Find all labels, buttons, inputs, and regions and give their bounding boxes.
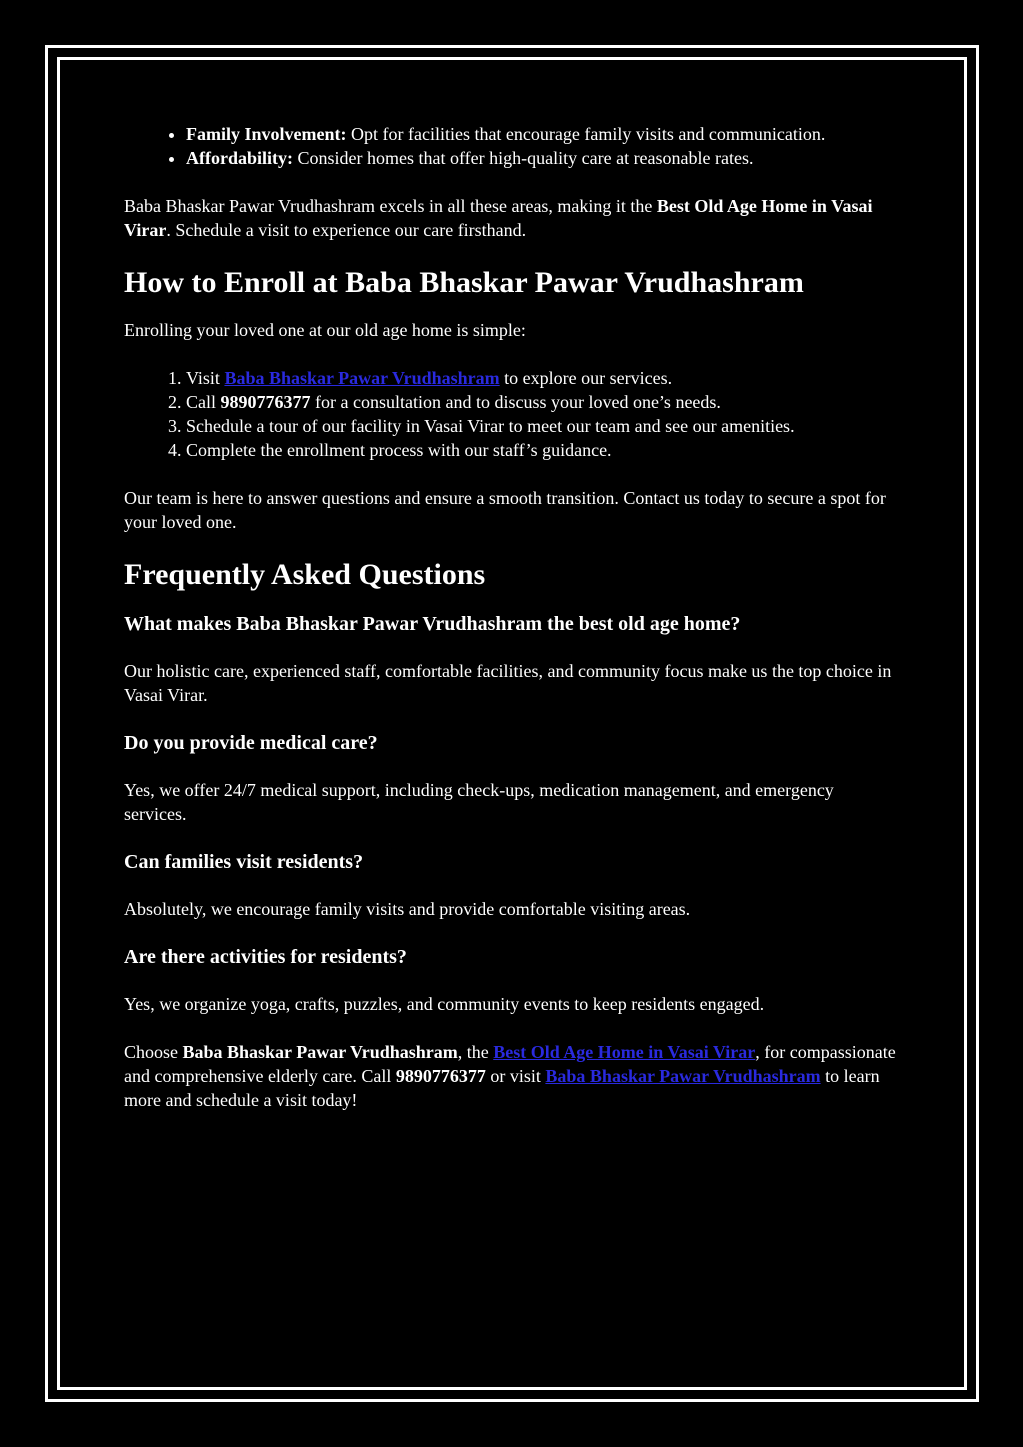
faq-heading: Frequently Asked Questions (124, 558, 486, 591)
faq-answer: Our holistic care, experienced staff, comfortable facilities, and community focus make us the top choice in Vasai Virar. (124, 661, 892, 705)
vrudhashram-link[interactable]: Baba Bhaskar Pawar Vrudhashram (545, 1066, 821, 1086)
faq-question: Can families visit residents? (124, 851, 364, 873)
enroll-steps (124, 366, 899, 462)
summary-paragraph: Baba Bhaskar Pawar Vrudhashram excels in all these areas, making it the Best Old Age Home in Vasai Virar. Schedule a visit to experience our care firsthand. (124, 196, 873, 240)
enroll-heading: How to Enroll at Baba Bhaskar Pawar Vrudhashram (124, 266, 804, 299)
list-item: 1. Visit Baba Bhaskar Pawar Vrudhashram to explore our services. (186, 366, 899, 390)
vrudhashram-link[interactable]: Baba Bhaskar Pawar Vrudhashram (224, 368, 500, 388)
list-item: • Affordability: Consider homes that offer high-quality care at reasonable rates. (186, 146, 899, 170)
list-item: • Family Involvement: Opt for facilities that encourage family visits and communication. (186, 122, 899, 146)
list-item: 4. Complete the enrollment process with our staff’s guidance. (186, 438, 899, 462)
enroll-outro: Our team is here to answer questions and ensure a smooth transition. Contact us today to secure a spot for your loved one. (124, 488, 886, 532)
faq-question: What makes Baba Bhaskar Pawar Vrudhashram the best old age home? (124, 613, 741, 635)
enroll-intro: Enrolling your loved one at our old age home is simple: (124, 320, 526, 340)
faq-answer: Absolutely, we encourage family visits and provide comfortable visiting areas. (124, 899, 691, 919)
faq-answer: Yes, we offer 24/7 medical support, including check-ups, medication management, and emergency services. (124, 780, 834, 824)
faq-question: Are there activities for residents? (124, 946, 407, 968)
faq-answer: Yes, we organize yoga, crafts, puzzles, and community events to keep residents engaged. (124, 994, 765, 1014)
faq-question: Do you provide medical care? (124, 732, 378, 754)
best-old-age-home-link[interactable]: Best Old Age Home in Vasai Virar (493, 1042, 756, 1062)
document-content (124, 122, 899, 1112)
considerations-list (124, 122, 899, 170)
closing-paragraph: Choose Baba Bhaskar Pawar Vrudhashram, the Best Old Age Home in Vasai Virar, for compassionate and comprehensive elderly care. Call 9890776377 or visit Baba Bhaskar Pawar Vrudhashram to learn more and schedule a visit today! (124, 1042, 896, 1110)
list-item: 3. Schedule a tour of our facility in Vasai Virar to meet our team and see our amenities. (186, 414, 899, 438)
list-item: 2. Call 9890776377 for a consultation and to discuss your loved one’s needs. (186, 390, 899, 414)
